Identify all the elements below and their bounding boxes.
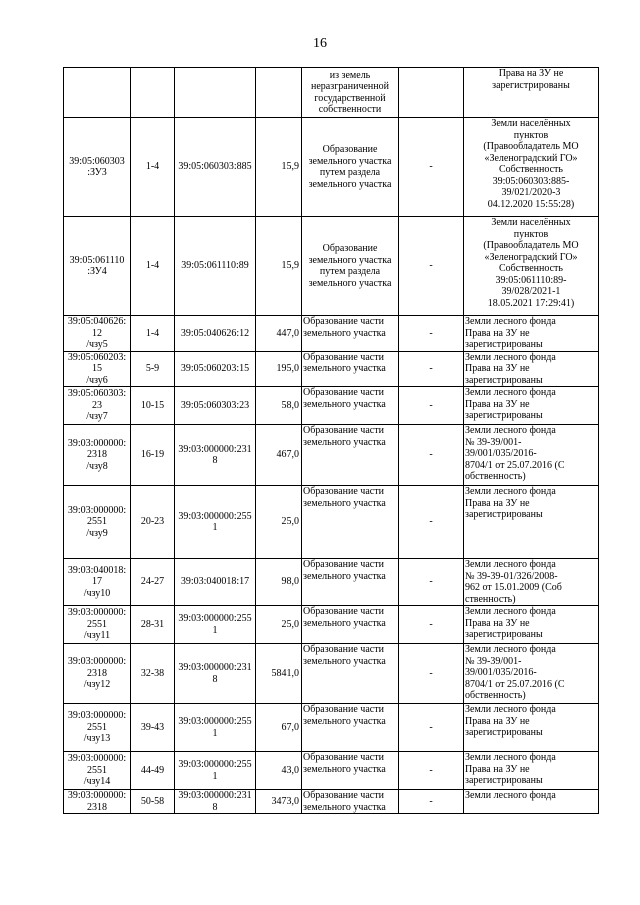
table-row [64, 316, 599, 352]
area-cell: 25,0 [256, 486, 302, 559]
rights-cell-line: обственность) [465, 471, 526, 482]
rights-cell-line: зарегистрированы [492, 79, 570, 91]
rights-cell [464, 790, 599, 814]
rights-cell-line: Права на ЗУ не [465, 398, 530, 410]
kind-cell-line: земельного участка [303, 570, 386, 582]
rights-cell-line: «Зеленоградский ГО» [484, 251, 578, 263]
designation-cell [64, 559, 131, 606]
rights-cell-line: зарегистрированы [465, 339, 543, 350]
rights-cell-line: Земли лесного фонда [465, 790, 556, 801]
parent-cell-line: 1 [212, 624, 218, 636]
designation-cell-line: 17 [92, 576, 102, 588]
kind-cell-line: Образование части [303, 387, 384, 398]
rights-cell-line: 39/021/2020-3 [501, 187, 561, 198]
designation-cell-line: 39:05:060203: [67, 351, 127, 363]
designation-cell-line: /чзу14 [83, 776, 111, 788]
designation-cell-line: 39:03:000000: [67, 753, 127, 765]
parent-cell [175, 118, 256, 217]
points-cell: 1-4 [131, 118, 175, 217]
kind-cell [302, 425, 399, 486]
kind-cell [302, 559, 399, 606]
kind-cell-line: Образование части [303, 316, 384, 327]
kind-cell-line: Образование части [303, 790, 384, 801]
parent-cell-line: 39:03:000000:255 [178, 759, 252, 770]
designation-cell [64, 790, 131, 814]
designation-cell [64, 118, 131, 217]
rights-cell-line: 39/001/035/2016- [465, 448, 537, 459]
parent-cell [175, 606, 256, 644]
designation-cell-line: 39:03:000000: [67, 437, 127, 449]
encumbrance-cell: - [399, 752, 464, 790]
kind-cell-line: земельного участка [303, 497, 386, 509]
rights-cell-line: зарегистрированы [465, 374, 543, 386]
kind-cell-line: Образование части [303, 752, 384, 763]
area-cell: 195,0 [256, 351, 302, 387]
points-cell: 24-27 [131, 559, 175, 606]
designation-cell-line: /чзу8 [86, 460, 108, 472]
designation-cell-line: 39:03:000000: [67, 607, 127, 619]
rights-cell [464, 559, 599, 606]
kind-cell-line: Образование части [303, 606, 384, 617]
rights-cell-line: Права на ЗУ не [465, 497, 530, 509]
rights-cell [464, 752, 599, 790]
parent-cell-line: 8 [212, 801, 218, 813]
kind-cell-line: земельного участка [308, 178, 392, 190]
points-cell: 16-19 [131, 425, 175, 486]
designation-cell [64, 68, 131, 118]
rights-cell-line: 39:05:060303:885- [492, 175, 570, 187]
designation-cell-line: 15 [92, 363, 102, 374]
kind-cell [302, 351, 399, 387]
encumbrance-cell: - [399, 486, 464, 559]
rights-cell-line: (Правообладатель МО [483, 141, 579, 152]
designation-cell [64, 644, 131, 704]
kind-cell-line: путем раздела [319, 266, 381, 277]
table-row [64, 68, 599, 118]
designation-cell-line: 39:03:000000: [67, 504, 127, 516]
designation-cell-line: /чзу10 [83, 587, 111, 599]
parent-cell-line: 39:03:040018:17 [180, 576, 250, 588]
designation-cell-line: 23 [92, 399, 102, 411]
rights-cell-line: (Правообладатель МО [483, 240, 579, 251]
table-row [64, 790, 599, 814]
rights-cell-line: Земли лесного фонда [465, 704, 556, 715]
kind-cell-line: Образование [322, 243, 378, 254]
rights-cell-line: Земли лесного фонда [465, 387, 556, 398]
points-cell: 39-43 [131, 704, 175, 752]
points-cell [131, 68, 175, 118]
points-cell: 20-23 [131, 486, 175, 559]
rights-cell-line: № 39-39-01/326/2008- [465, 570, 558, 582]
parent-cell-line: 1 [212, 770, 218, 782]
rights-cell-line: Земли лесного фонда [465, 606, 556, 617]
parent-cell [175, 387, 256, 425]
kind-cell-line: земельного участка [303, 363, 386, 374]
designation-cell [64, 425, 131, 486]
table-row [64, 351, 599, 387]
designation-cell-line: 2551 [87, 764, 107, 776]
rights-cell [464, 425, 599, 486]
points-cell: 10-15 [131, 387, 175, 425]
encumbrance-cell: - [399, 387, 464, 425]
rights-cell [464, 486, 599, 559]
rights-cell-line: зарегистрированы [465, 629, 543, 640]
rights-cell-line: Права на ЗУ не [465, 617, 530, 629]
points-cell: 5-9 [131, 351, 175, 387]
designation-cell [64, 316, 131, 352]
designation-cell-line: 39:03:000000: [67, 790, 127, 801]
kind-cell [302, 217, 399, 316]
table-row [64, 644, 599, 704]
encumbrance-cell: - [399, 559, 464, 606]
area-cell: 98,0 [256, 559, 302, 606]
area-cell: 43,0 [256, 752, 302, 790]
parent-cell-line: 39:03:000000:255 [178, 613, 252, 624]
rights-cell-line: Земли населённых [491, 217, 571, 228]
designation-cell-line: 39:03:000000: [67, 656, 127, 668]
kind-cell [302, 704, 399, 752]
designation-cell-line: 39:05:040626: [67, 316, 127, 327]
area-cell: 5841,0 [256, 644, 302, 704]
table-row [64, 704, 599, 752]
parent-cell-line: 39:05:040626:12 [180, 327, 250, 339]
table-row [64, 752, 599, 790]
land-plots-table [63, 67, 599, 814]
rights-cell-line: № 39-39/001- [465, 655, 522, 667]
rights-cell-line: Земли лесного фонда [465, 559, 556, 570]
designation-cell-line: 39:05:060303 [69, 155, 125, 167]
rights-cell-line: Права на ЗУ не [465, 363, 530, 374]
rights-cell-line: 39/028/2021-1 [501, 286, 561, 297]
rights-cell [464, 387, 599, 425]
area-cell [256, 68, 302, 118]
rights-cell-line: Земли лесного фонда [465, 351, 556, 363]
encumbrance-cell: - [399, 425, 464, 486]
designation-cell-line: /чзу6 [86, 374, 108, 386]
designation-cell-line: 39:05:061110 [69, 254, 125, 266]
parent-cell-line: 8 [212, 455, 218, 466]
rights-cell-line: 8704/1 от 25.07.2016 (С [465, 459, 565, 471]
rights-cell-line: зарегистрированы [465, 775, 543, 786]
rights-cell-line: пунктов [513, 129, 549, 141]
parent-cell-line: 39:03:000000:231 [178, 443, 252, 455]
kind-cell-line: земельного участка [308, 155, 392, 167]
kind-cell [302, 486, 399, 559]
designation-cell-line: /чзу9 [86, 527, 108, 539]
rights-cell-line: ственность) [465, 593, 516, 605]
kind-cell-line: земельного участка [308, 277, 392, 289]
kind-cell-line: Образование части [303, 644, 384, 655]
parent-cell [175, 704, 256, 752]
kind-cell [302, 644, 399, 704]
designation-cell-line: /чзу5 [86, 339, 108, 350]
kind-cell-line: из земель [329, 69, 371, 81]
area-cell: 467,0 [256, 425, 302, 486]
designation-cell-line: 2318 [87, 449, 107, 461]
kind-cell-line: собственности [318, 104, 382, 115]
rights-cell [464, 316, 599, 352]
rights-cell-line: 18.05.2021 17:29:41) [487, 297, 575, 309]
kind-cell [302, 752, 399, 790]
rights-cell-line: 39/001/035/2016- [465, 667, 537, 678]
kind-cell-line: Образование [322, 144, 378, 155]
rights-cell-line: Права на ЗУ не [465, 327, 530, 339]
designation-cell-line: 12 [92, 327, 102, 339]
kind-cell [302, 316, 399, 352]
kind-cell-line: земельного участка [303, 655, 386, 667]
area-cell: 15,9 [256, 118, 302, 217]
rights-cell-line: «Зеленоградский ГО» [484, 152, 578, 164]
designation-cell-line: :ЗУ3 [87, 167, 107, 178]
rights-cell-line: 04.12.2020 15:55:28) [487, 198, 575, 210]
kind-cell-line: земельного участка [303, 801, 386, 813]
designation-cell-line: 2318 [87, 667, 107, 679]
designation-cell-line: /чзу12 [83, 679, 111, 691]
table-row [64, 606, 599, 644]
points-cell: 50-58 [131, 790, 175, 814]
points-cell: 1-4 [131, 316, 175, 352]
kind-cell [302, 790, 399, 814]
area-cell: 25,0 [256, 606, 302, 644]
designation-cell [64, 387, 131, 425]
designation-cell-line: 2551 [87, 516, 107, 528]
designation-cell-line: 2551 [87, 721, 107, 733]
points-cell: 1-4 [131, 217, 175, 316]
rights-cell [464, 118, 599, 217]
designation-cell [64, 606, 131, 644]
rights-cell-line: зарегистрированы [465, 727, 543, 738]
kind-cell-line: Образование части [303, 704, 384, 715]
table-row [64, 425, 599, 486]
parent-cell [175, 752, 256, 790]
parent-cell-line: 39:05:060203:15 [180, 363, 250, 374]
parent-cell-line: 1 [212, 522, 218, 533]
encumbrance-cell: - [399, 351, 464, 387]
area-cell: 67,0 [256, 704, 302, 752]
table-row [64, 387, 599, 425]
parent-cell-line: 1 [212, 727, 218, 739]
rights-cell-line: 39:05:061110:89- [495, 274, 567, 286]
encumbrance-cell [399, 68, 464, 118]
kind-cell-line: путем раздела [319, 167, 381, 178]
kind-cell-line: земельного участка [303, 617, 386, 629]
rights-cell [464, 644, 599, 704]
rights-cell-line: 8704/1 от 25.07.2016 (С [465, 678, 565, 690]
parent-cell-line: 39:03:000000:255 [178, 716, 252, 727]
area-cell: 3473,0 [256, 790, 302, 814]
parent-cell-line: 39:03:000000:255 [178, 510, 252, 522]
parent-cell-line: 8 [212, 673, 218, 685]
parent-cell [175, 644, 256, 704]
parent-cell-line: 39:03:000000:231 [178, 662, 252, 673]
rights-cell-line: зарегистрированы [465, 410, 543, 421]
encumbrance-cell: - [399, 644, 464, 704]
encumbrance-cell: - [399, 606, 464, 644]
designation-cell-line: 39:03:040018: [67, 564, 127, 576]
encumbrance-cell: - [399, 217, 464, 316]
designation-cell-line: /чзу13 [83, 733, 111, 745]
rights-cell-line: Права на ЗУ не [465, 763, 530, 775]
kind-cell-line: земельного участка [303, 715, 386, 727]
rights-cell [464, 68, 599, 118]
parent-cell-line: 39:05:060303:23 [180, 399, 250, 411]
parent-cell-line: 39:03:000000:231 [178, 790, 252, 801]
kind-cell [302, 606, 399, 644]
rights-cell-line: 962 от 15.01.2009 (Соб [465, 582, 562, 593]
rights-cell-line: Земли лесного фонда [465, 486, 556, 497]
kind-cell-line: неразграниченной [311, 81, 389, 92]
rights-cell [464, 606, 599, 644]
points-cell: 32-38 [131, 644, 175, 704]
parent-cell [175, 559, 256, 606]
designation-cell [64, 704, 131, 752]
designation-cell-line: 39:03:000000: [67, 710, 127, 722]
points-cell: 44-49 [131, 752, 175, 790]
encumbrance-cell: - [399, 316, 464, 352]
parent-cell [175, 486, 256, 559]
rights-cell-line: обственность) [465, 690, 526, 701]
parent-cell-line: 39:05:060303:885 [178, 161, 252, 173]
table-row [64, 217, 599, 316]
encumbrance-cell: - [399, 704, 464, 752]
rights-cell-line: зарегистрированы [465, 509, 543, 520]
area-cell: 15,9 [256, 217, 302, 316]
table-row [64, 486, 599, 559]
rights-cell-line: Земли лесного фонда [465, 644, 556, 655]
encumbrance-cell: - [399, 790, 464, 814]
designation-cell [64, 486, 131, 559]
table-row [64, 118, 599, 217]
kind-cell-line: Образование части [303, 486, 384, 497]
parent-cell [175, 790, 256, 814]
rights-cell-line: Земли лесного фонда [465, 425, 556, 436]
designation-cell-line: 2551 [87, 618, 107, 630]
designation-cell-line: 2318 [87, 801, 107, 813]
rights-cell-line: пунктов [513, 228, 549, 240]
kind-cell-line: государственной [314, 92, 386, 104]
kind-cell-line: Образование части [303, 351, 384, 363]
kind-cell-line: земельного участка [303, 763, 386, 775]
parent-cell [175, 351, 256, 387]
designation-cell-line: :ЗУ4 [87, 266, 107, 277]
page-number: 16 [313, 36, 327, 51]
kind-cell [302, 118, 399, 217]
designation-cell-line: /чзу7 [86, 411, 108, 423]
points-cell: 28-31 [131, 606, 175, 644]
rights-cell-line: Земли лесного фонда [465, 752, 556, 763]
rights-cell-line: № 39-39/001- [465, 436, 522, 448]
rights-cell-line: Земли населённых [491, 118, 571, 129]
rights-cell-line: Права на ЗУ не [465, 715, 530, 727]
table-row [64, 559, 599, 606]
kind-cell-line: Образование части [303, 559, 384, 570]
parent-cell [175, 425, 256, 486]
area-cell: 447,0 [256, 316, 302, 352]
designation-cell [64, 351, 131, 387]
designation-cell-line: 39:05:060303: [67, 388, 127, 400]
area-cell: 58,0 [256, 387, 302, 425]
designation-cell [64, 752, 131, 790]
kind-cell-line: земельного участка [303, 398, 386, 410]
kind-cell-line: земельного участка [308, 254, 392, 266]
rights-cell-line: Собственность [499, 164, 563, 175]
rights-cell-line: Собственность [499, 263, 563, 274]
rights-cell-line: Права на ЗУ не [498, 68, 564, 79]
encumbrance-cell: - [399, 118, 464, 217]
rights-cell [464, 704, 599, 752]
parent-cell-line: 39:05:061110:89 [181, 260, 249, 272]
designation-cell-line: /чзу11 [83, 630, 111, 642]
kind-cell-line: земельного участка [303, 327, 386, 339]
rights-cell [464, 351, 599, 387]
parent-cell [175, 68, 256, 118]
rights-cell [464, 217, 599, 316]
rights-cell-line: Земли лесного фонда [465, 316, 556, 327]
designation-cell [64, 217, 131, 316]
parent-cell [175, 217, 256, 316]
kind-cell [302, 68, 399, 118]
kind-cell-line: Образование части [303, 425, 384, 436]
kind-cell-line: земельного участка [303, 436, 386, 448]
kind-cell [302, 387, 399, 425]
parent-cell [175, 316, 256, 352]
